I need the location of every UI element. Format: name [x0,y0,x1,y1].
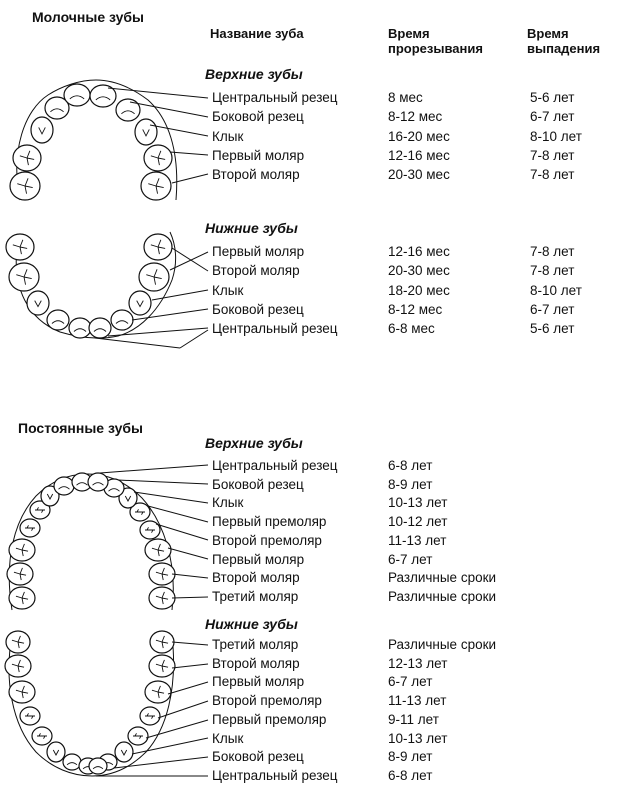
table-cell-loss: 8-10 лет [530,128,582,144]
table-cell-eruption: 6-7 лет [388,551,433,567]
leader-line [168,682,208,694]
table-cell-eruption: 11-13 лет [388,693,447,709]
table-cell-loss: 5-6 лет [530,90,575,105]
table-cell-eruption: 6-8 лет [388,458,433,473]
tooth [116,99,140,121]
leader-line [108,88,208,98]
leader-line [172,664,208,668]
table-cell-eruption: 8-9 лет [388,476,433,492]
leader-line [95,338,180,348]
tooth [89,758,107,774]
table-cell-name: Клык [212,128,244,144]
table-cell-name: Центральный резец [212,321,338,337]
tooth [111,310,133,330]
table-cell-name: Второй премоляр [212,693,322,709]
table-cell-eruption: 9-11 лет [388,711,439,727]
tooth [31,117,53,143]
table-cell-name: Центральный резец [212,90,338,105]
tooth [144,145,172,171]
table-cell-name: Первый моляр [212,244,305,259]
tooth [144,234,172,260]
leader-line [172,642,208,645]
permanent-lower-title: Нижние зубы [205,616,298,632]
header-eruption-time: Время прорезывания [388,26,483,56]
table-cell-name: Второй моляр [212,570,300,586]
table-cell-name: Боковой резец [212,109,304,125]
tooth [149,587,175,609]
table-cell-eruption: 6-7 лет [388,674,433,690]
table-cell-name: Второй моляр [212,167,300,183]
tooth [145,539,171,561]
table-cell-name: Второй премоляр [212,532,322,548]
permanent-upper-arch [7,473,175,610]
tooth [64,84,90,106]
table-cell-name: Второй моляр [212,655,300,671]
table-cell-loss: 6-7 лет [530,109,575,125]
table-cell-eruption: Различные сроки [388,637,497,652]
table-cell-eruption: 12-16 мес [388,244,450,259]
tooth [20,519,40,537]
tooth [5,655,31,677]
tooth [47,310,69,330]
table-cell-loss: 7-8 лет [530,244,575,259]
leader-line [180,330,208,348]
leader-line [118,480,208,484]
table-cell-eruption: 10-12 лет [388,514,448,530]
primary-section-title: Молочные зубы [32,9,144,25]
leader-line [172,248,208,271]
leader-line [156,524,208,540]
primary-lower-title: Нижние зубы [205,220,298,236]
tooth [13,145,41,171]
tooth [10,172,40,200]
tooth [6,631,30,653]
table-cell-name: Первый премоляр [212,514,327,530]
leader-line [150,125,208,136]
tooth [135,119,157,145]
leader-line [170,152,208,155]
tooth [9,263,39,291]
table-cell-loss: 7-8 лет [530,147,575,163]
tooth [128,727,148,745]
table-cell-name: Третий моляр [212,588,299,604]
tooth [9,539,35,561]
header-loss-time: Время выпадения [527,26,601,56]
table-cell-loss: 7-8 лет [530,263,575,279]
tooth [9,587,35,609]
permanent-section-title: Постоянные зубы [18,420,143,436]
leader-line [172,597,208,598]
table-cell-eruption: 10-13 лет [388,730,448,746]
tooth [47,742,65,762]
leader-line [168,548,208,559]
permanent-upper-title: Верхние зубы [205,435,303,451]
leader-line [130,102,208,117]
tooth [145,681,171,703]
table-cell-name: Клык [212,730,244,746]
table-cell-name: Третий моляр [212,637,299,652]
table-cell-name: Первый моляр [212,551,305,567]
table-cell-name: Центральный резец [212,458,338,473]
tooth [27,291,49,315]
leader-line [158,701,208,718]
table-cell-eruption: 12-13 лет [388,655,448,671]
tooth [140,707,160,725]
table-cell-loss: 8-10 лет [530,282,582,298]
table-cell-eruption: Различные сроки [388,588,497,604]
table-cell-name: Клык [212,495,244,511]
tooth [20,707,40,725]
table-cell-name: Клык [212,282,244,298]
tooth [32,727,52,745]
tooth [88,473,108,491]
tooth [140,521,160,539]
table-cell-eruption: 8-12 мес [388,301,443,317]
table-cell-eruption: 8-12 мес [388,109,443,125]
table-cell-name: Боковой резец [212,301,304,317]
table-cell-name: Первый моляр [212,674,305,690]
header-tooth-name: Название зуба [210,26,304,41]
table-cell-eruption: 10-13 лет [388,495,448,511]
table-cell-eruption: 6-8 мес [388,321,435,337]
table-cell-eruption: 20-30 мес [388,167,450,183]
primary-upper-arch [10,80,177,200]
table-cell-name: Боковой резец [212,749,304,765]
leader-line [152,290,208,300]
table-cell-eruption: 6-8 лет [388,767,433,783]
leader-line [100,465,208,473]
table-cell-loss: 7-8 лет [530,167,575,183]
tooth [129,291,151,315]
tooth [89,318,111,338]
tooth [149,655,175,677]
permanent-lower-arch [5,631,175,776]
table-cell-loss: 5-6 лет [530,321,575,337]
table-cell-eruption: 20-30 мес [388,263,450,279]
gum-outline [9,635,174,776]
table-cell-name: Первый премоляр [212,711,327,727]
primary-lower-arch [6,232,176,338]
primary-upper-title: Верхние зубы [205,66,303,82]
tooth [150,631,174,653]
table-cell-loss: 6-7 лет [530,301,575,317]
tooth [139,263,169,291]
table-cell-eruption: 18-20 мес [388,282,450,298]
tooth [9,681,35,703]
tooth [149,563,175,585]
table-cell-name: Первый моляр [212,147,305,163]
table-cell-name: Центральный резец [212,767,338,783]
table-cell-name: Второй моляр [212,263,300,279]
tooth [54,477,74,495]
tooth [63,754,81,770]
table-cell-eruption: 8 мес [388,90,423,105]
leader-line [172,174,208,183]
tooth [6,234,34,260]
table-cell-eruption: 8-9 лет [388,749,433,765]
tooth [69,318,91,338]
table-cell-eruption: 11-13 лет [388,532,447,548]
table-cell-eruption: 16-20 мес [388,128,450,144]
table-cell-eruption: 12-16 мес [388,147,450,163]
table-cell-eruption: Различные сроки [388,570,497,586]
tooth [115,742,133,762]
leader-line [172,574,208,578]
tooth [7,563,33,585]
table-cell-name: Боковой резец [212,476,304,492]
tooth [141,172,171,200]
